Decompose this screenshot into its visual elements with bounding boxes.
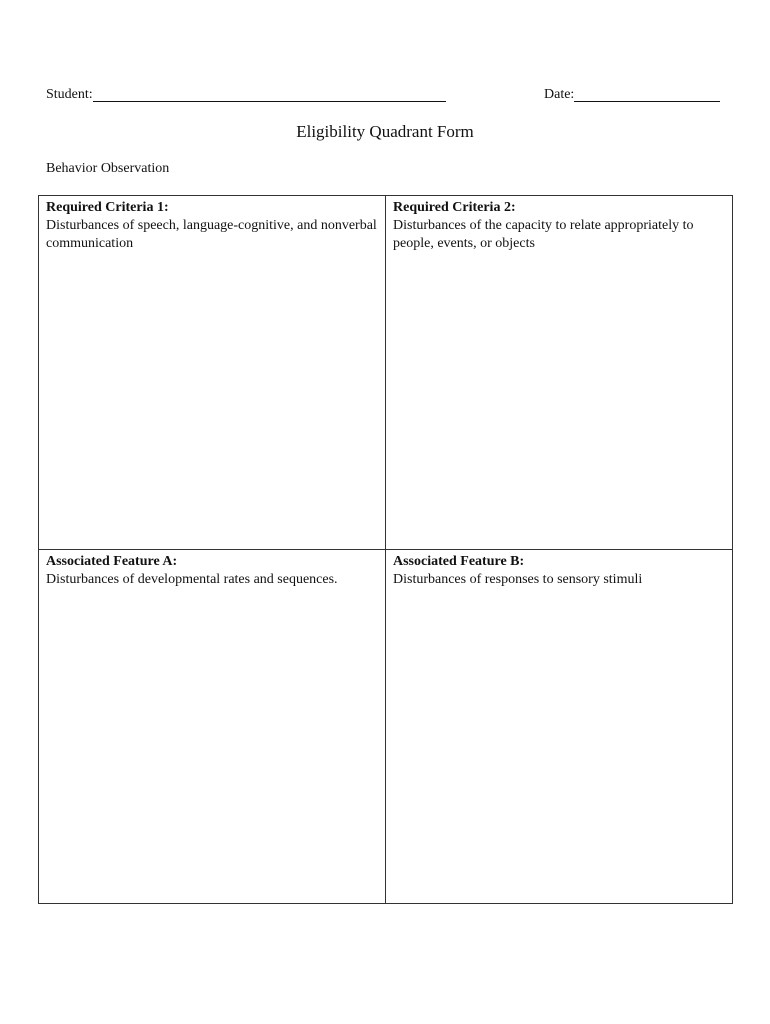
- date-field: [544, 86, 720, 104]
- quadrant-heading: Associated Feature A:: [46, 554, 178, 569]
- quadrant-required-criteria-2[interactable]: [386, 196, 732, 550]
- quadrant-associated-feature-b[interactable]: [386, 550, 732, 903]
- quadrant-description: Disturbances of the capacity to relate appropriately to people, events, or objects: [393, 218, 694, 251]
- student-label: Student:: [46, 87, 93, 102]
- quadrant-heading: Required Criteria 1:: [46, 200, 169, 215]
- quadrant-associated-feature-a[interactable]: [39, 550, 386, 903]
- student-name-line[interactable]: [93, 87, 446, 102]
- quadrant-description: Disturbances of speech, language-cognitive, and nonverbal communication: [46, 218, 377, 251]
- quadrant-heading: Associated Feature B:: [393, 554, 525, 569]
- date-label: Date:: [544, 87, 575, 102]
- quadrant-description: Disturbances of developmental rates and sequences.: [46, 572, 338, 587]
- quadrant-required-criteria-1[interactable]: [39, 196, 386, 550]
- student-field: [46, 86, 446, 104]
- date-line[interactable]: [574, 87, 720, 102]
- form-subtitle: Behavior Observation: [46, 161, 170, 176]
- quadrant-heading: Required Criteria 2:: [393, 200, 516, 215]
- quadrant-description: Disturbances of responses to sensory stimuli: [393, 572, 643, 587]
- quadrant-grid: [38, 195, 733, 904]
- form-title: Eligibility Quadrant Form: [296, 122, 474, 141]
